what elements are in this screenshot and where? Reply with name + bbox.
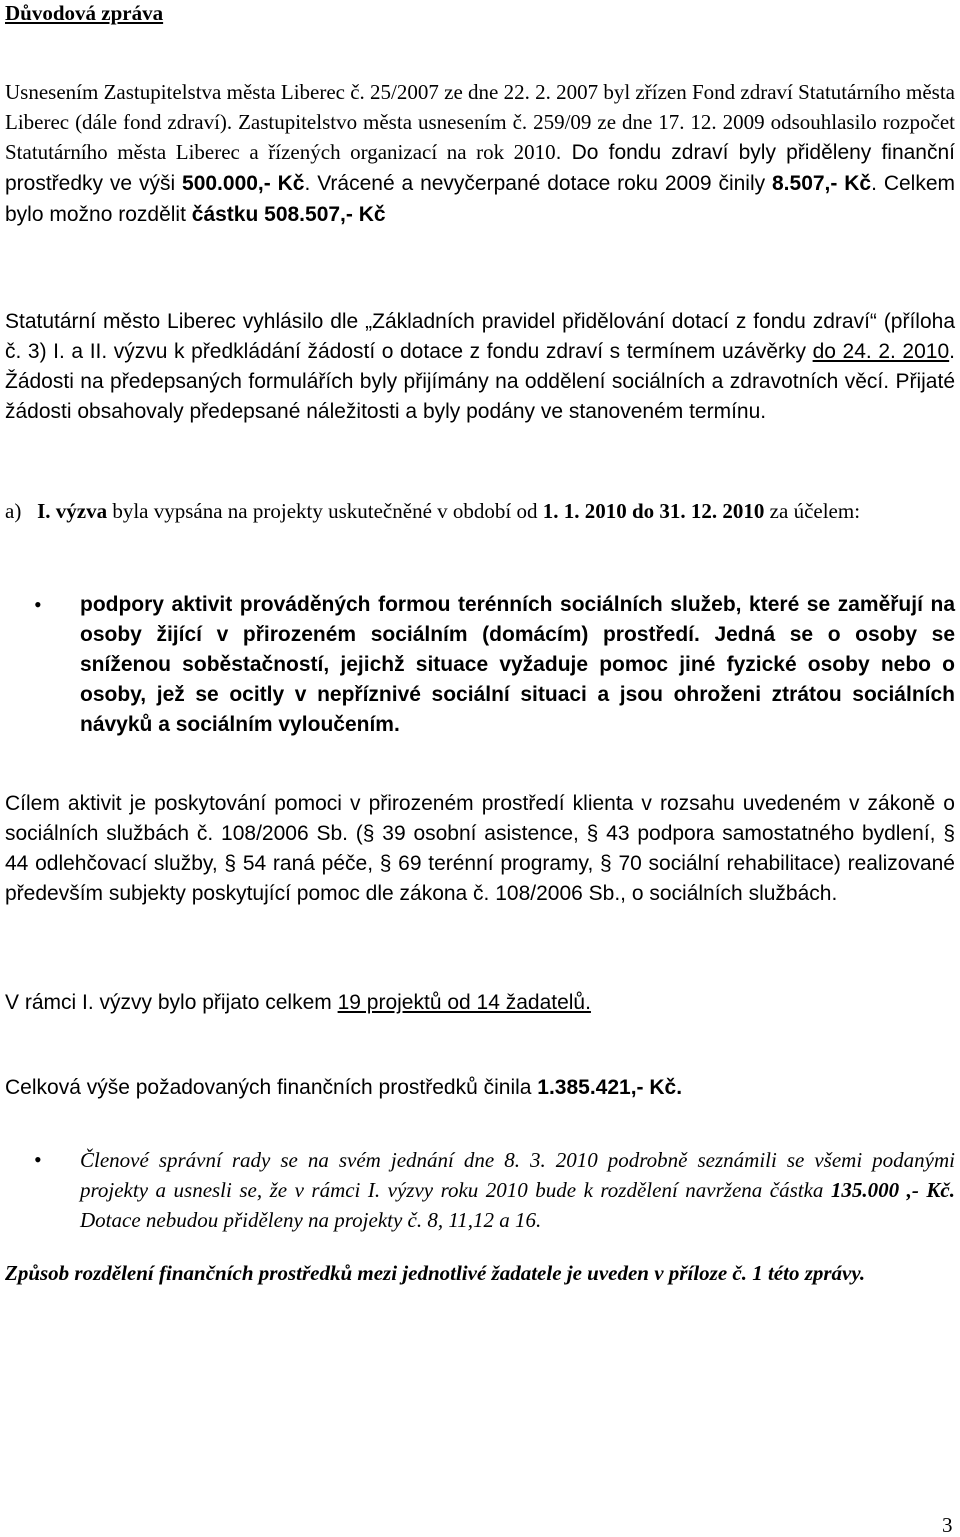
bullet-dot: • xyxy=(34,1147,42,1172)
text-projects-intro: V rámci I. výzvy bylo přijato celkem xyxy=(5,991,338,1014)
text-total-intro: . Celkem bylo možno rozdělit xyxy=(5,172,956,226)
paragraph-projects-received xyxy=(5,988,955,1018)
amount-total: částku 508.507,- Kč xyxy=(191,203,386,226)
text-excluded-projects: Dotace nebudou přiděleny na projekty č. 8, 11,12 a 16. xyxy=(80,1208,542,1232)
text-returned-subsidies: . Vrácené a nevyčerpané dotace roku 2009 činily xyxy=(304,172,772,195)
text-applications-received: . Žádosti na předepsaných formulářích byly přijímány na oddělení sociálních a zdravotních věcí. Přijaté žádosti obsahovaly předepsané náležitosti a byly podány ve stanoveném termínu. xyxy=(5,340,955,423)
text-first-call-scope: byla vypsána na projekty uskutečněné v období od xyxy=(107,499,543,523)
text-requested-intro: Celková výše požadovaných finančních prostředků činila xyxy=(5,1076,538,1099)
paragraph-first-call xyxy=(5,496,955,526)
text-projects-count: 19 projektů od 14 žadatelů. xyxy=(337,991,591,1014)
bullet-board-decision xyxy=(80,1145,955,1235)
text-fund-establishment: Usnesením Zastupitelstva města Liberec č. 25/2007 ze dne 22. 2. 2007 byl zřízen Fond zdraví Statutárního města Liberec (dále fond zdraví). Zastupitelstvo města usnesením č. 259/09 ze dne 17. 12. 2009 odsouhlasilo rozpočet Statutárního města Liberec a řízených organizací na rok 2010 xyxy=(5,80,956,164)
text-first-call-period: 1. 1. 2010 do 31. 12. 2010 xyxy=(542,499,765,523)
paragraph-requested-amount xyxy=(5,1073,955,1103)
text-first-call-label: I. výzva xyxy=(37,499,108,523)
amount-requested: 1.385.421,- Kč. xyxy=(537,1076,683,1099)
text-first-call-purpose: za účelem: xyxy=(764,499,861,523)
text-deadline: do 24. 2. 2010 xyxy=(812,340,950,363)
text-call-announcement: Statutární město Liberec vyhlásilo dle „Základních pravidel přidělování dotací z fondu zdraví“ (příloha č. 3) I. a II. výzvu k předkládání žádostí o dotace z fondu zdraví s termínem uzávěrky xyxy=(5,310,955,363)
amount-returned: 8.507,- Kč xyxy=(772,172,872,195)
paragraph-fund-overview xyxy=(5,77,955,230)
paragraph-activity-goals: Cílem aktivit je poskytování pomoci v přirozeném prostředí klienta v rozsahu uvedeném v zákoně o sociálních službách č. 108/2006 Sb. (§ 39 osobní asistence, § 43 podpora samostatného bydlení, § 44 odlehčovací služby, § 54 raná péče, § 69 terénní programy, § 70 sociální rehabilitace) realizované především subjekty poskytující pomoc dle zákona č. 108/2006 Sb., o sociálních službách. xyxy=(5,792,955,905)
bullet-support-activities: podpory aktivit prováděných formou terénních sociálních služeb, které se zaměřují na osoby žijící v přirozeném sociálním (domácím) prostředí. Jedná se o osoby se sníženou soběstačností, jejichž situace vyžaduje pomoc jiné fyzické osoby nebo o osoby, jež se ocitly v nepříznivé sociální situaci a jsou ohroženi ztrátou sociálních návyků a sociálním vyloučením. xyxy=(80,593,955,736)
text-board-decision: Členové správní rady se na svém jednání dne 8. 3. 2010 podrobně seznámili se všemi podanými projekty a usnesli se, že v rámci I. výzvy roku 2010 bude k rozdělení navržena částka xyxy=(80,1148,955,1202)
amount-allocated: 500.000,- Kč xyxy=(182,172,305,195)
page-number: 3 xyxy=(942,1513,953,1537)
bullet-dot: • xyxy=(34,592,42,617)
amount-proposed: 135.000 ,- Kč. xyxy=(830,1178,955,1202)
page-title: Důvodová zpráva xyxy=(5,1,164,25)
text-allocation: . Do fondu zdraví byly přiděleny finanční prostředky ve výši xyxy=(5,141,955,195)
list-marker-a: a) xyxy=(5,499,22,523)
paragraph-call-announcement xyxy=(5,307,955,427)
paragraph-distribution-note: Způsob rozdělení finančních prostředků mezi jednotlivé žadatele je uveden v příloze č. 1 této zprávy. xyxy=(5,1261,866,1285)
